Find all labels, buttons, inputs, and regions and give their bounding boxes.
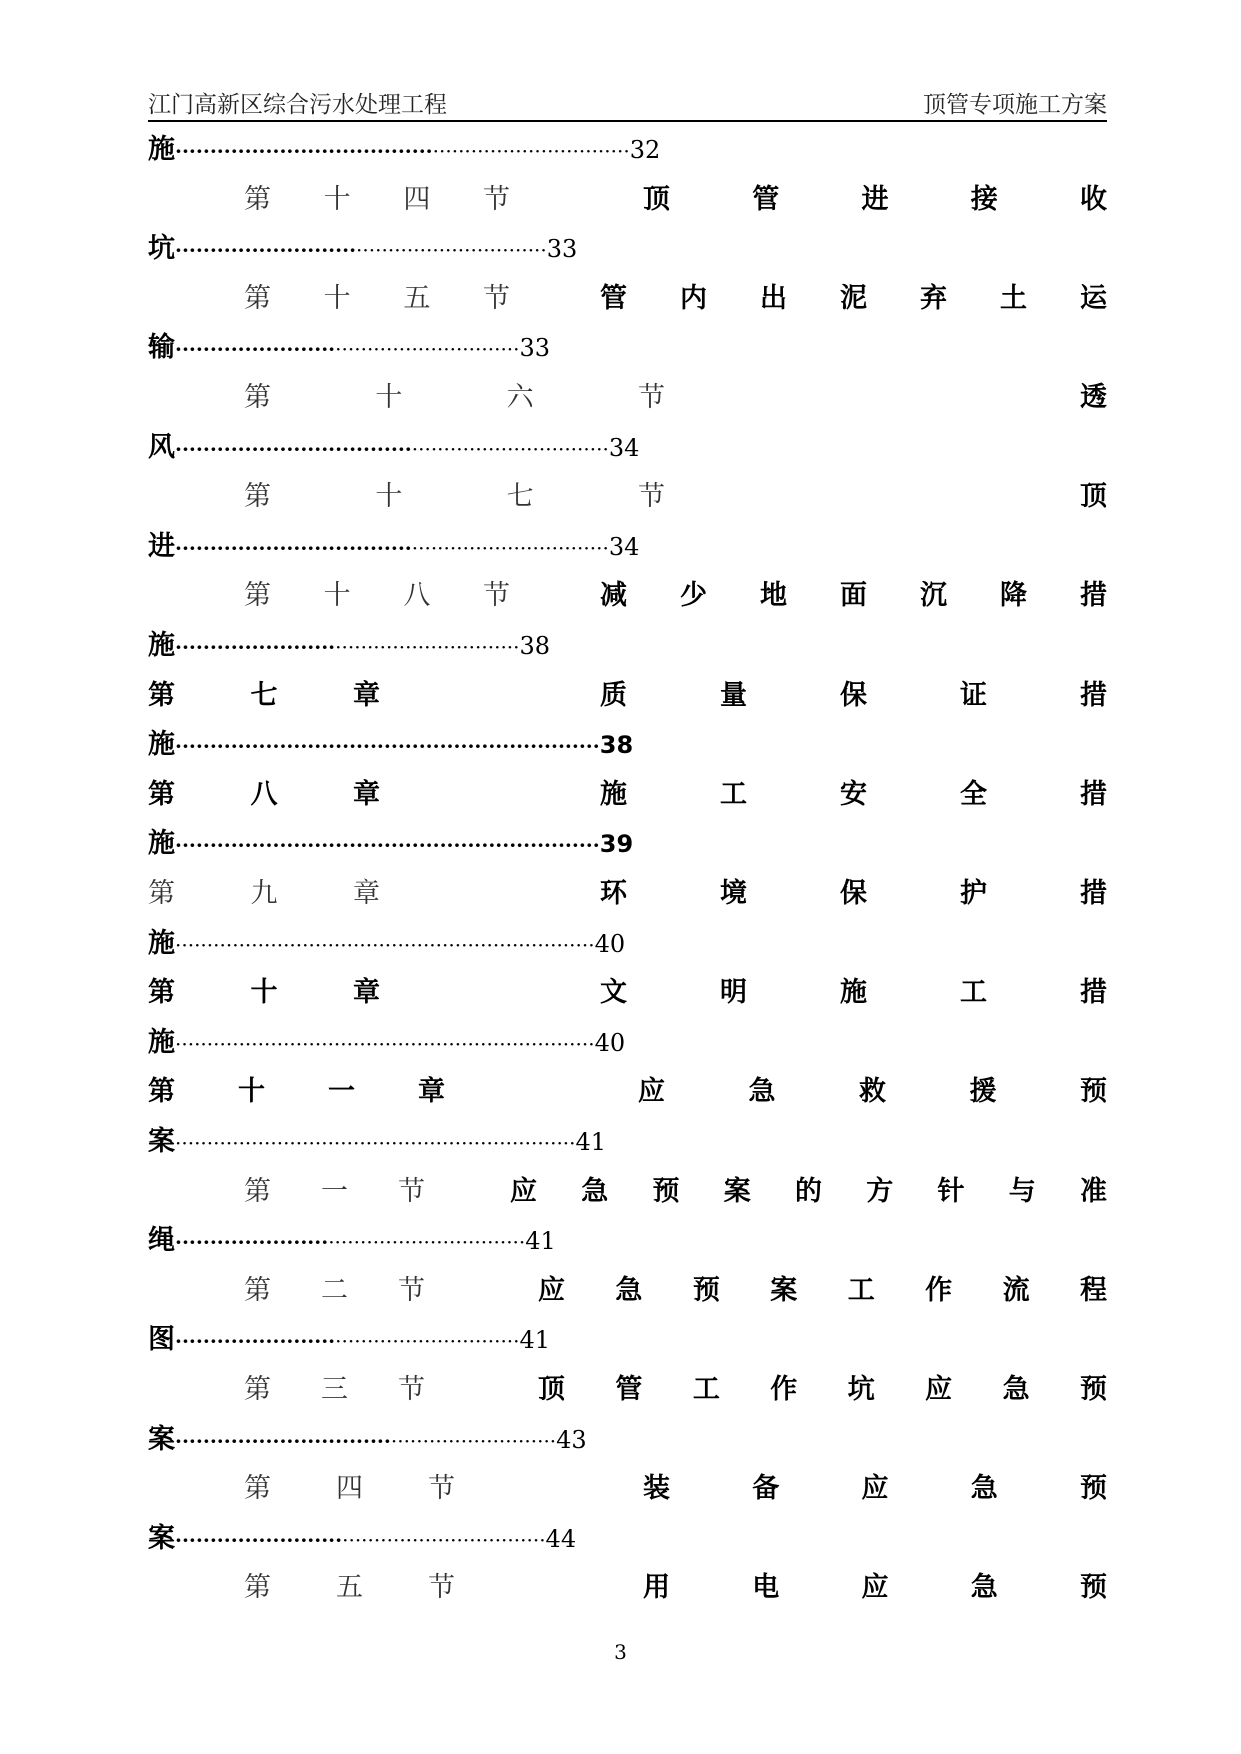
heading-title-char: 预 bbox=[1080, 1374, 1107, 1405]
toc-section-heading bbox=[148, 475, 1107, 519]
toc-entry-continuation bbox=[148, 1418, 1107, 1462]
toc-page-number: 33 bbox=[519, 334, 551, 363]
entry-last-char: 图 bbox=[148, 1324, 175, 1356]
toc-page-number: 41 bbox=[525, 1227, 556, 1256]
leader-line bbox=[148, 1120, 606, 1165]
dot-leader-heavy: ························ bbox=[175, 1527, 343, 1552]
entry-last-char: 案 bbox=[148, 1423, 175, 1455]
entry-last-char: 风 bbox=[148, 431, 175, 463]
heading-title-char: 工 bbox=[692, 1374, 720, 1405]
toc-entry-continuation bbox=[148, 426, 1107, 470]
leader-line bbox=[148, 922, 625, 967]
heading-label-char: 节 bbox=[483, 282, 510, 314]
heading-label-char: 节 bbox=[638, 382, 665, 413]
heading-label-char: 章 bbox=[353, 977, 380, 1009]
heading-title-char: 的 bbox=[795, 1175, 822, 1207]
heading-title-char: 内 bbox=[680, 282, 707, 314]
dot-leader-heavy: ······················· bbox=[175, 1329, 336, 1354]
heading-label-char: 第 bbox=[148, 778, 175, 810]
heading-title-char: 急 bbox=[970, 1473, 998, 1505]
entry-last-char: 案 bbox=[148, 1126, 175, 1157]
heading-title-char: 用 bbox=[643, 1572, 670, 1604]
heading-title-char: 保 bbox=[840, 878, 867, 909]
heading-title-char: 准 bbox=[1080, 1175, 1107, 1207]
heading-title-char: 保 bbox=[840, 679, 867, 711]
heading-label-char: 第 bbox=[244, 183, 271, 215]
heading-title-char: 作 bbox=[925, 1274, 953, 1306]
leader-line bbox=[148, 1517, 576, 1562]
heading-label-char: 章 bbox=[418, 1076, 445, 1108]
heading-label-char: 十 bbox=[238, 1076, 265, 1108]
toc-section-heading bbox=[148, 1467, 1107, 1511]
toc-section-heading bbox=[148, 574, 1107, 618]
dot-leader-heavy: ······························· bbox=[175, 1428, 391, 1453]
toc-entry-continuation bbox=[148, 1318, 1107, 1362]
heading-label-char: 节 bbox=[398, 1274, 425, 1306]
heading-title-char: 明 bbox=[720, 977, 747, 1009]
entry-last-char: 进 bbox=[148, 530, 175, 562]
heading-label-char: 第 bbox=[244, 282, 271, 314]
heading-title-char: 措 bbox=[1080, 580, 1107, 612]
heading-label-char: 节 bbox=[398, 1175, 425, 1207]
dot-leader-heavy: ····························································· bbox=[175, 734, 600, 759]
dot-leader: ····························· bbox=[335, 1329, 520, 1354]
heading-title-char: 地 bbox=[760, 580, 787, 612]
heading-title-char: 应 bbox=[538, 1274, 565, 1306]
heading-title-char: 救 bbox=[859, 1076, 886, 1108]
toc-entry-continuation bbox=[148, 1120, 1107, 1164]
heading-title-char: 作 bbox=[770, 1374, 798, 1405]
heading-title-char: 全 bbox=[960, 778, 987, 810]
heading-label-char: 章 bbox=[353, 878, 380, 909]
heading-label-char: 节 bbox=[638, 481, 665, 513]
heading-title-char: 援 bbox=[969, 1076, 997, 1108]
heading-title-char: 管 bbox=[615, 1374, 643, 1405]
heading-title-char: 备 bbox=[752, 1473, 780, 1505]
leader-line bbox=[148, 1219, 556, 1264]
leader-line bbox=[148, 227, 577, 272]
heading-title-char: 措 bbox=[1080, 778, 1107, 810]
leader-line bbox=[148, 525, 639, 570]
dot-leader: ······························ bbox=[356, 238, 547, 263]
dot-leader-heavy: ·························· bbox=[175, 238, 357, 263]
toc-chapter-heading bbox=[148, 773, 1107, 817]
table-of-contents bbox=[148, 0, 1107, 1754]
heading-label-char: 五 bbox=[403, 282, 431, 314]
heading-label-char: 第 bbox=[148, 878, 175, 909]
heading-label-char: 十 bbox=[323, 580, 351, 612]
toc-page-number: 38 bbox=[599, 731, 634, 760]
heading-title-char: 应 bbox=[510, 1175, 537, 1207]
dot-leader: ······························································· bbox=[175, 1131, 576, 1155]
heading-label-char: 第 bbox=[244, 481, 271, 513]
heading-title-char: 流 bbox=[1002, 1274, 1030, 1306]
toc-chapter-heading bbox=[148, 674, 1107, 718]
heading-label-char: 章 bbox=[353, 679, 380, 711]
header-project-title: 江门高新区综合污水处理工程 bbox=[148, 92, 447, 118]
heading-title-char: 工 bbox=[960, 977, 987, 1009]
heading-title-char: 坑 bbox=[847, 1374, 875, 1405]
heading-title-char: 量 bbox=[720, 679, 747, 711]
toc-page-number: 40 bbox=[594, 929, 626, 958]
entry-last-char: 坑 bbox=[148, 233, 175, 265]
heading-title-char: 证 bbox=[960, 679, 987, 711]
leader-line bbox=[148, 426, 639, 471]
toc-chapter-heading bbox=[148, 872, 1107, 916]
heading-title-char: 境 bbox=[720, 878, 747, 909]
toc-chapter-heading bbox=[148, 971, 1107, 1015]
heading-title-char: 措 bbox=[1080, 679, 1107, 711]
heading-title-char: 案 bbox=[770, 1274, 798, 1306]
leader-line bbox=[148, 1418, 587, 1463]
entry-last-char: 施 bbox=[148, 1026, 175, 1058]
leader-line bbox=[148, 624, 550, 669]
heading-title-char: 预 bbox=[692, 1274, 720, 1306]
heading-title-char: 减 bbox=[600, 580, 627, 612]
heading-label-char: 五 bbox=[336, 1572, 363, 1604]
heading-label-char: 第 bbox=[244, 580, 271, 612]
toc-entry-continuation bbox=[148, 822, 1107, 866]
heading-label-char: 六 bbox=[506, 382, 534, 413]
toc-section-heading bbox=[148, 277, 1107, 321]
heading-label-char: 节 bbox=[398, 1374, 425, 1405]
heading-title-char: 针 bbox=[937, 1175, 965, 1207]
heading-title-char: 管 bbox=[600, 282, 627, 314]
toc-page-number: 34 bbox=[608, 433, 640, 462]
heading-title-char: 工 bbox=[847, 1274, 875, 1306]
toc-page-number: 34 bbox=[608, 532, 640, 561]
toc-page-number: 39 bbox=[599, 830, 634, 859]
toc-entry-continuation bbox=[148, 1021, 1107, 1065]
heading-title-char: 文 bbox=[600, 977, 627, 1009]
heading-title-char: 降 bbox=[1000, 580, 1027, 612]
heading-label-char: 十 bbox=[250, 977, 278, 1009]
dot-leader-heavy: ······················ bbox=[175, 1230, 329, 1255]
dot-leader-heavy: ·································· bbox=[175, 535, 412, 560]
heading-title-char: 急 bbox=[970, 1572, 998, 1604]
dot-leader: ····························· bbox=[335, 337, 520, 362]
heading-label-char: 章 bbox=[353, 778, 380, 810]
toc-section-heading bbox=[148, 376, 1107, 420]
toc-entry-continuation bbox=[148, 128, 1107, 172]
leader-line bbox=[148, 1021, 625, 1066]
dot-leader: ·································································· bbox=[175, 932, 595, 957]
toc-entry-continuation bbox=[148, 1219, 1107, 1263]
dot-leader-heavy: ······················· bbox=[175, 337, 336, 362]
heading-title-char: 收 bbox=[1080, 183, 1107, 215]
toc-section-heading bbox=[148, 1170, 1107, 1214]
heading-label-char: 第 bbox=[148, 1076, 175, 1108]
heading-label-char: 八 bbox=[403, 580, 431, 612]
header-document-title: 顶管专项施工方案 bbox=[923, 92, 1107, 118]
toc-section-heading bbox=[148, 1368, 1107, 1412]
heading-label-char: 十 bbox=[375, 382, 403, 413]
heading-label-char: 十 bbox=[375, 481, 403, 513]
entry-last-char: 施 bbox=[148, 630, 175, 661]
toc-page-number: 44 bbox=[545, 1524, 577, 1553]
heading-title-char: 环 bbox=[600, 878, 627, 909]
entry-last-char: 输 bbox=[148, 332, 175, 364]
heading-label-char: 七 bbox=[250, 679, 278, 711]
toc-section-heading bbox=[148, 1566, 1107, 1610]
heading-label-char: 九 bbox=[250, 878, 278, 909]
toc-entry-continuation bbox=[148, 723, 1107, 767]
heading-title-char: 护 bbox=[960, 878, 987, 909]
heading-title-char: 少 bbox=[680, 580, 707, 612]
heading-title-char: 进 bbox=[861, 183, 889, 215]
entry-last-char: 施 bbox=[148, 134, 175, 165]
heading-label-char: 第 bbox=[244, 1473, 271, 1505]
toc-chapter-heading bbox=[148, 1070, 1107, 1114]
dot-leader: ································ bbox=[342, 1527, 546, 1552]
dot-leader: ······························· bbox=[411, 436, 609, 461]
heading-title-char: 方 bbox=[866, 1175, 894, 1207]
heading-title-char: 应 bbox=[638, 1076, 665, 1108]
heading-title-char: 面 bbox=[840, 580, 867, 612]
heading-title-char: 预 bbox=[652, 1175, 680, 1207]
heading-label-char: 四 bbox=[336, 1473, 363, 1505]
heading-title-char: 泥 bbox=[840, 282, 867, 314]
toc-section-heading bbox=[148, 178, 1107, 222]
heading-title-char: 土 bbox=[1000, 282, 1027, 314]
heading-label-char: 第 bbox=[148, 679, 175, 711]
toc-entry-continuation bbox=[148, 326, 1107, 370]
heading-title-char: 应 bbox=[861, 1473, 889, 1505]
toc-entry-continuation bbox=[148, 1517, 1107, 1561]
toc-entry-continuation bbox=[148, 624, 1107, 668]
dot-leader-heavy: ····························································· bbox=[175, 833, 600, 858]
toc-entry-continuation bbox=[148, 227, 1107, 271]
leader-line bbox=[148, 822, 633, 867]
heading-title-char: 急 bbox=[1002, 1374, 1030, 1405]
heading-title-char: 运 bbox=[1080, 282, 1107, 314]
entry-last-char: 施 bbox=[148, 729, 175, 761]
heading-label-char: 第 bbox=[244, 1374, 271, 1405]
heading-label-char: 八 bbox=[250, 778, 278, 810]
heading-title-char: 安 bbox=[840, 778, 867, 810]
heading-title-char: 顶 bbox=[538, 1374, 565, 1405]
heading-label-char: 第 bbox=[244, 1572, 271, 1604]
heading-title-char: 预 bbox=[1080, 1572, 1107, 1604]
heading-label-char: 十 bbox=[323, 183, 351, 215]
leader-line bbox=[148, 723, 633, 768]
heading-title-char: 应 bbox=[861, 1572, 889, 1604]
heading-title-char: 预 bbox=[1080, 1076, 1107, 1108]
heading-title-char: 出 bbox=[760, 282, 787, 314]
heading-label-char: 第 bbox=[244, 1175, 271, 1207]
toc-page-number: 43 bbox=[556, 1425, 587, 1454]
dot-leader-heavy: ····································· bbox=[175, 139, 433, 163]
heading-title-char: 案 bbox=[723, 1175, 751, 1207]
page-number: 3 bbox=[614, 1640, 627, 1664]
heading-label-char: 十 bbox=[323, 282, 351, 314]
heading-title-char: 急 bbox=[615, 1274, 643, 1306]
heading-label-char: 节 bbox=[428, 1473, 455, 1505]
heading-label-char: 一 bbox=[321, 1175, 348, 1207]
heading-title-char: 措 bbox=[1080, 977, 1107, 1009]
entry-last-char: 案 bbox=[148, 1522, 175, 1554]
heading-label-char: 第 bbox=[148, 977, 175, 1009]
entry-last-char: 施 bbox=[148, 927, 175, 959]
heading-label-char: 三 bbox=[321, 1374, 348, 1405]
heading-title-char: 程 bbox=[1080, 1274, 1107, 1306]
heading-title-char: 装 bbox=[643, 1473, 670, 1505]
heading-title-char: 管 bbox=[752, 183, 780, 215]
entry-last-char: 施 bbox=[148, 828, 175, 860]
heading-title-char: 施 bbox=[840, 977, 867, 1009]
toc-entry-continuation bbox=[148, 922, 1107, 966]
heading-title-char: 施 bbox=[600, 778, 627, 810]
toc-page-number: 32 bbox=[629, 136, 661, 164]
heading-label-char: 节 bbox=[483, 580, 510, 612]
heading-title-char: 应 bbox=[925, 1374, 953, 1405]
dot-leader: ·························· bbox=[390, 1428, 557, 1453]
heading-title-char: 急 bbox=[581, 1175, 609, 1207]
heading-label-char: 节 bbox=[483, 183, 510, 215]
entry-last-char: 绳 bbox=[148, 1225, 175, 1257]
leader-line bbox=[148, 326, 550, 371]
heading-title-char: 沉 bbox=[920, 580, 947, 612]
dot-leader: ······························· bbox=[432, 139, 630, 163]
heading-title-char: 与 bbox=[1008, 1175, 1036, 1207]
heading-label-char: 七 bbox=[506, 481, 534, 513]
heading-label-char: 第 bbox=[244, 1274, 271, 1306]
dot-leader: ····························· bbox=[335, 635, 520, 659]
heading-title-char: 工 bbox=[720, 778, 747, 810]
heading-title-char: 急 bbox=[748, 1076, 776, 1108]
dot-leader: ·································································· bbox=[175, 1031, 595, 1056]
leader-line bbox=[148, 128, 660, 173]
toc-page-number: 41 bbox=[519, 1326, 551, 1355]
heading-title-char: 顶 bbox=[1080, 481, 1107, 513]
heading-title-char: 质 bbox=[600, 679, 627, 711]
dot-leader-heavy: ·································· bbox=[175, 436, 412, 461]
heading-label-char: 节 bbox=[428, 1572, 455, 1604]
heading-title-char: 措 bbox=[1080, 878, 1107, 909]
heading-label-char: 四 bbox=[403, 183, 431, 215]
toc-section-heading bbox=[148, 1269, 1107, 1313]
toc-page-number: 33 bbox=[546, 235, 578, 264]
heading-label-char: 二 bbox=[321, 1274, 348, 1306]
dot-leader: ······························· bbox=[328, 1230, 526, 1255]
heading-title-char: 顶 bbox=[643, 183, 670, 215]
heading-title-char: 预 bbox=[1080, 1473, 1107, 1505]
heading-label-char: 一 bbox=[328, 1076, 355, 1108]
toc-entry-continuation bbox=[148, 525, 1107, 569]
heading-label-char: 第 bbox=[244, 382, 271, 413]
toc-page-number: 40 bbox=[594, 1028, 626, 1057]
heading-title-char: 接 bbox=[970, 183, 998, 215]
leader-line bbox=[148, 1318, 550, 1363]
heading-title-char: 透 bbox=[1080, 382, 1107, 413]
toc-page-number: 38 bbox=[519, 632, 551, 660]
toc-page-number: 41 bbox=[575, 1128, 607, 1156]
dot-leader: ······························· bbox=[411, 535, 609, 560]
heading-title-char: 电 bbox=[752, 1572, 780, 1604]
dot-leader-heavy: ······················· bbox=[175, 635, 336, 659]
heading-title-char: 弃 bbox=[920, 282, 947, 314]
